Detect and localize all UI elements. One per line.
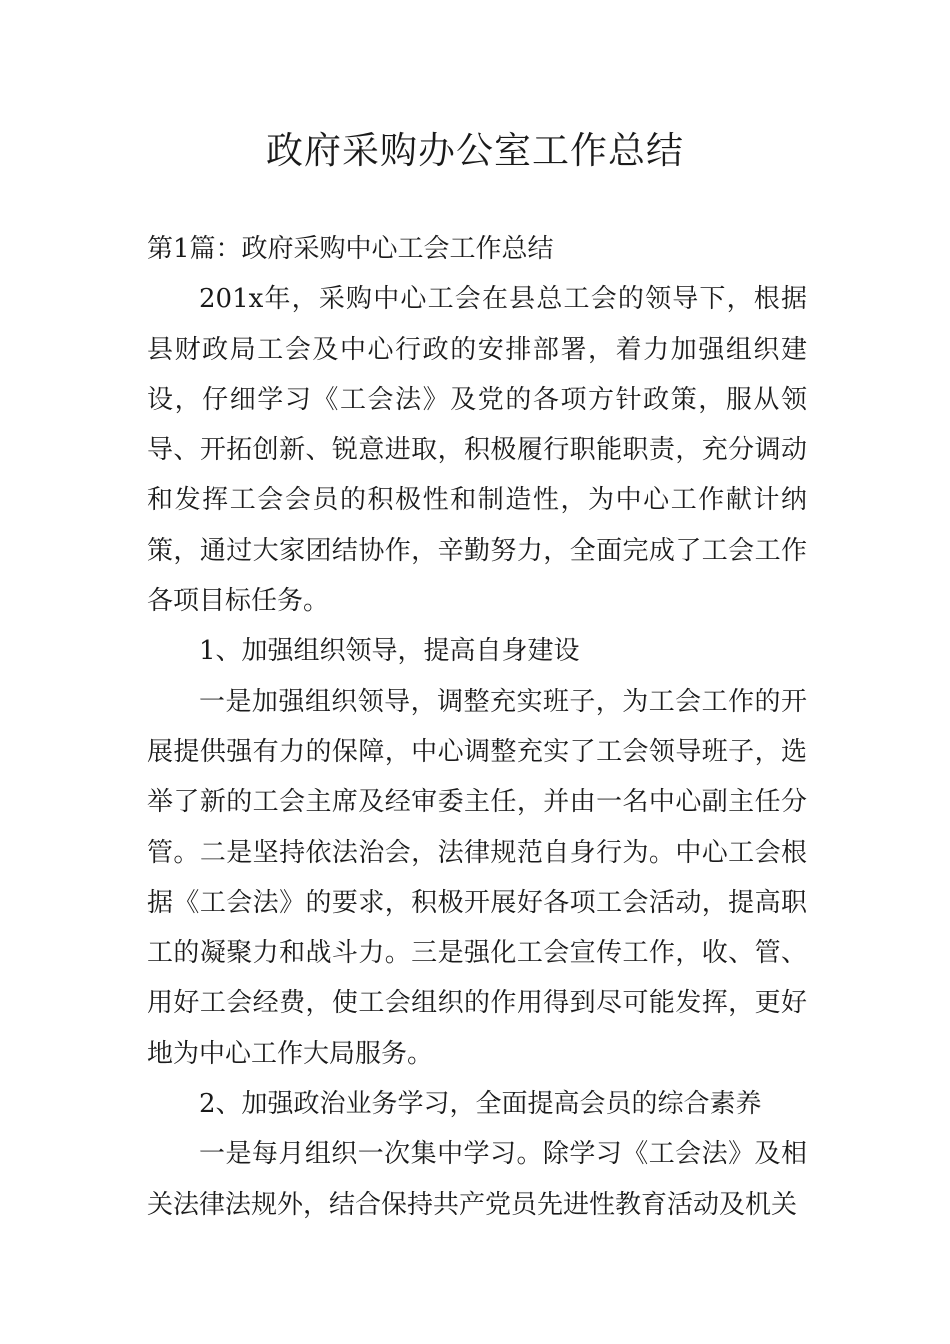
section-heading-1: 1、加强组织领导，提高自身建设 [199,636,580,667]
document-title: 政府采购办公室工作总结 [266,129,684,172]
paragraph-intro: 201x年，采购中心工会在县总工会的领导下，根据县财政局工会及中心行政的安排部署，着力加强组织建设，仔细学习《工会法》及党的各项方针政策，服从领导、开拓创新、锐意进取，积极履行职能职责，充分调动和发挥工会会员的积极性和制造性，为中心工作献计纳策，通过大家团结协作，辛勤努力，全面完成了工会工作各项目标任务。 [147,284,807,617]
section-heading-2: 2、加强政治业务学习，全面提高会员的综合素养 [199,1089,762,1120]
chapter-heading: 第1篇：政府采购中心工会工作总结 [147,234,554,264]
paragraph-section-1: 一是加强组织领导，调整充实班子，为工会工作的开展提供强有力的保障，中心调整充实了工会领导班子，选举了新的工会主席及经审委主任，并由一名中心副主任分管。二是坚持依法治会，法律规范自身行为。中心工会根据《工会法》的要求，积极开展好各项工会活动，提高职工的凝聚力和战斗力。三是强化工会宣传工作，收、管、用好工会经费，使工会组织的作用得到尽可能发挥，更好地为中心工作大局服务。 [147,686,807,1069]
paragraph-section-2: 一是每月组织一次集中学习。除学习《工会法》及相关法律法规外，结合保持共产党员先进性教育活动及机关 [147,1139,807,1220]
document-body [147,224,807,1230]
